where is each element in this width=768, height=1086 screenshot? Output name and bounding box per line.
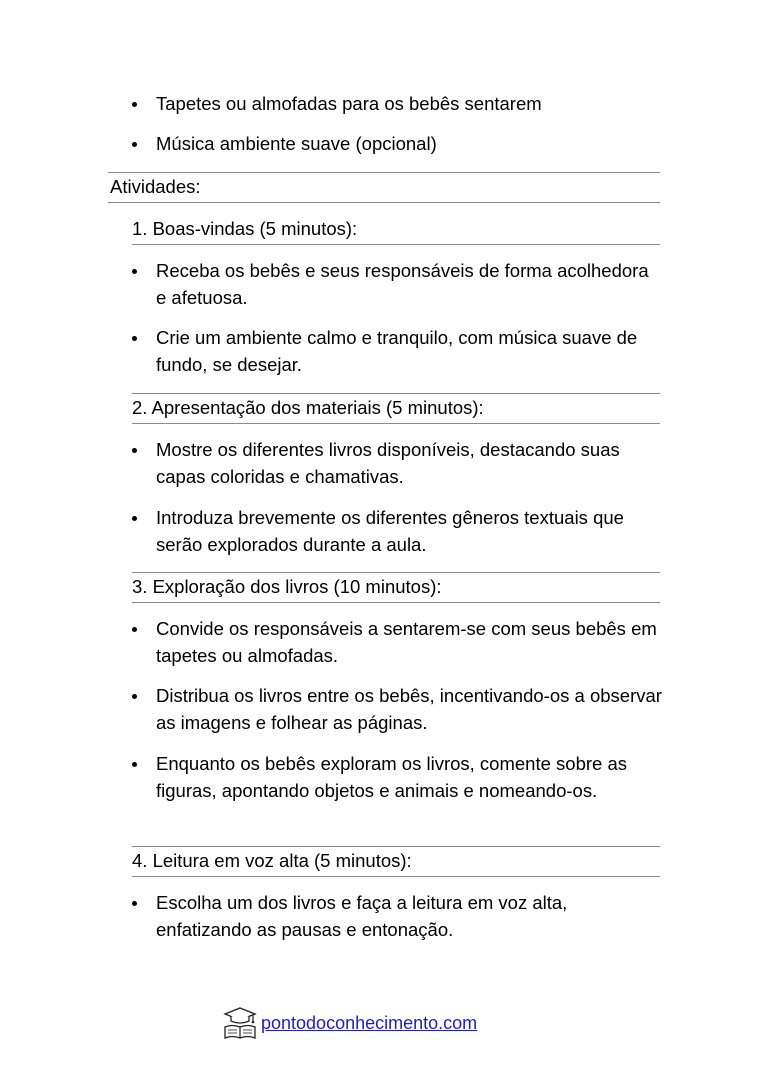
list-item-text: Convide os responsáveis a sentarem-se com seus bebês em tapetes ou almofadas. [156,618,657,666]
section-title: 3. Exploração dos livros (10 minutos): [132,576,442,597]
list-item [132,682,662,736]
list-item-text: Distribua os livros entre os bebês, incentivando-os a observar as imagens e folhear as páginas. [156,685,662,733]
list-item-text: Música ambiente suave (opcional) [156,133,437,154]
table-rule [132,423,660,424]
section-title: 2. Apresentação dos materiais (5 minutos): [132,397,484,418]
bullet-icon [132,269,137,274]
section-title: 1. Boas-vindas (5 minutos): [132,218,358,239]
table-rule [132,244,660,245]
bullet-icon [132,448,137,453]
footer [222,1006,477,1040]
bullet-icon [132,901,137,906]
list-item [132,324,662,378]
activities-heading: Atividades: [110,176,201,197]
list-item [132,257,662,311]
table-rule [108,202,660,203]
list-item-text: Mostre os diferentes livros disponíveis, destacando suas capas coloridas e chamativas. [156,439,620,487]
bullet-icon [132,142,137,147]
list-item-text: Enquanto os bebês exploram os livros, comente sobre as figuras, apontando objetos e animais e nomeando-os. [156,753,627,801]
section-title: 4. Leitura em voz alta (5 minutos): [132,850,412,871]
list-item-text: Receba os bebês e seus responsáveis de forma acolhedora e afetuosa. [156,260,649,308]
website-link[interactable]: pontodoconhecimento.com [261,1012,478,1033]
list-item-text: Escolha um dos livros e faça a leitura em voz alta, enfatizando as pausas e entonação. [156,892,568,940]
bullet-icon [132,694,137,699]
list-item-text: Introduza brevemente os diferentes gêneros textuais que serão explorados durante a aula. [156,507,624,555]
bullet-icon [132,516,137,521]
table-rule [132,876,660,877]
bullet-icon [132,336,137,341]
table-rule [132,602,660,603]
list-item [132,436,662,490]
graduation-book-icon [222,1006,258,1040]
list-item-text: Crie um ambiente calmo e tranquilo, com música suave de fundo, se desejar. [156,327,638,375]
list-item [132,750,662,804]
bullet-icon [132,627,137,632]
list-item [132,130,662,157]
list-item [132,615,662,669]
bullet-icon [132,102,137,107]
bullet-icon [132,762,137,767]
list-item-text: Tapetes ou almofadas para os bebês sentarem [156,93,542,114]
list-item [132,90,662,117]
list-item [132,889,662,943]
list-item [132,504,662,558]
